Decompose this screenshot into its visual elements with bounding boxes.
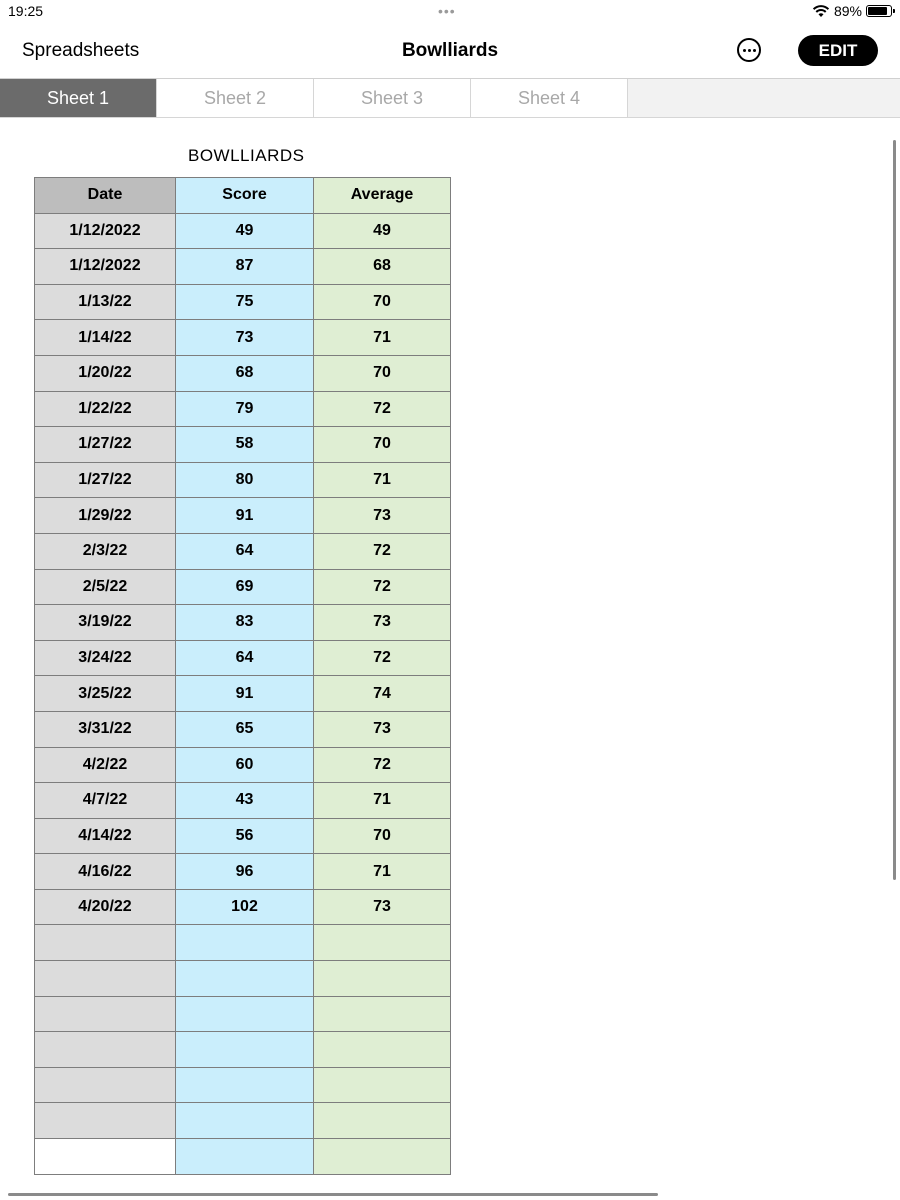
score-cell[interactable]: 75 (176, 284, 314, 320)
score-cell[interactable]: 49 (176, 213, 314, 249)
document-title: Bowlliards (401, 40, 499, 61)
empty-score-cell[interactable] (176, 1139, 314, 1175)
empty-date-cell[interactable] (35, 925, 176, 961)
average-cell[interactable]: 73 (314, 711, 451, 747)
empty-date-cell[interactable] (35, 1067, 176, 1103)
table-row (35, 747, 451, 783)
table-row (35, 320, 451, 356)
empty-table-row (35, 925, 451, 961)
empty-average-cell[interactable] (314, 961, 451, 997)
table-row (35, 783, 451, 819)
table-row (35, 711, 451, 747)
data-table (34, 177, 451, 1175)
vertical-scrollbar[interactable] (893, 140, 896, 880)
status-indicators (812, 3, 892, 19)
average-cell[interactable]: 70 (314, 427, 451, 463)
average-cell[interactable]: 73 (314, 498, 451, 534)
table-row (35, 249, 451, 285)
date-cell[interactable]: 4/2/22 (35, 747, 176, 783)
empty-score-cell[interactable] (176, 1032, 314, 1068)
average-cell[interactable]: 72 (314, 747, 451, 783)
empty-date-cell[interactable] (35, 1103, 176, 1139)
score-cell[interactable]: 83 (176, 605, 314, 641)
score-cell[interactable]: 73 (176, 320, 314, 356)
table-row (35, 462, 451, 498)
wifi-icon (812, 4, 830, 18)
date-cell[interactable]: 4/20/22 (35, 889, 176, 925)
average-cell[interactable]: 49 (314, 213, 451, 249)
empty-average-cell[interactable] (314, 1103, 451, 1139)
sheet-tab-bar (0, 79, 900, 118)
empty-date-cell[interactable] (35, 1139, 176, 1175)
empty-table-row (35, 996, 451, 1032)
empty-average-cell[interactable] (314, 1032, 451, 1068)
table-row (35, 569, 451, 605)
average-cell[interactable]: 71 (314, 320, 451, 356)
score-cell[interactable]: 60 (176, 747, 314, 783)
tab-sheet-2[interactable]: Sheet 2 (157, 79, 314, 117)
table-row (35, 889, 451, 925)
table-row (35, 676, 451, 712)
battery-percentage: 89% (833, 3, 862, 19)
empty-score-cell[interactable] (176, 1103, 314, 1139)
date-cell[interactable]: 3/19/22 (35, 605, 176, 641)
empty-table-row (35, 961, 451, 997)
average-cell[interactable]: 72 (314, 569, 451, 605)
empty-date-cell[interactable] (35, 961, 176, 997)
empty-average-cell[interactable] (314, 1139, 451, 1175)
score-cell[interactable]: 102 (176, 889, 314, 925)
tab-sheet-1[interactable]: Sheet 1 (0, 79, 157, 117)
table-row (35, 640, 451, 676)
date-cell[interactable]: 1/27/22 (35, 462, 176, 498)
score-cell[interactable]: 79 (176, 391, 314, 427)
score-cell[interactable]: 64 (176, 533, 314, 569)
back-to-spreadsheets-button[interactable]: Spreadsheets (22, 40, 140, 61)
average-cell[interactable]: 68 (314, 249, 451, 285)
tab-sheet-3[interactable]: Sheet 3 (314, 79, 471, 117)
average-cell[interactable]: 70 (314, 284, 451, 320)
header-date[interactable]: Date (35, 178, 176, 214)
empty-score-cell[interactable] (176, 1067, 314, 1103)
average-cell[interactable]: 74 (314, 676, 451, 712)
header-average[interactable]: Average (314, 178, 451, 214)
average-cell[interactable]: 71 (314, 783, 451, 819)
average-cell[interactable]: 70 (314, 818, 451, 854)
empty-average-cell[interactable] (314, 925, 451, 961)
score-cell[interactable]: 43 (176, 783, 314, 819)
table-row (35, 854, 451, 890)
date-cell[interactable]: 2/3/22 (35, 533, 176, 569)
table-row (35, 605, 451, 641)
empty-average-cell[interactable] (314, 996, 451, 1032)
empty-date-cell[interactable] (35, 996, 176, 1032)
battery-icon (866, 5, 892, 17)
table-row (35, 427, 451, 463)
table-row (35, 391, 451, 427)
date-cell[interactable]: 2/5/22 (35, 569, 176, 605)
empty-date-cell[interactable] (35, 1032, 176, 1068)
average-cell[interactable]: 71 (314, 854, 451, 890)
average-cell[interactable]: 72 (314, 391, 451, 427)
average-cell[interactable]: 72 (314, 533, 451, 569)
sheet-title: BOWLLIARDS (188, 146, 305, 165)
status-time: 19:25 (8, 3, 44, 19)
empty-score-cell[interactable] (176, 925, 314, 961)
score-cell[interactable]: 91 (176, 676, 314, 712)
empty-score-cell[interactable] (176, 961, 314, 997)
table-row (35, 498, 451, 534)
score-cell[interactable]: 96 (176, 854, 314, 890)
date-cell[interactable]: 1/29/22 (35, 498, 176, 534)
table-row (35, 355, 451, 391)
sheet-canvas[interactable] (0, 118, 900, 1200)
edit-button[interactable]: EDIT (798, 35, 878, 66)
header-row (35, 178, 451, 214)
score-cell[interactable]: 68 (176, 355, 314, 391)
empty-average-cell[interactable] (314, 1067, 451, 1103)
empty-table-row (35, 1139, 451, 1175)
date-cell[interactable]: 1/13/22 (35, 284, 176, 320)
battery-fill (868, 7, 887, 15)
more-options-icon[interactable] (737, 38, 761, 62)
header-score[interactable]: Score (176, 178, 314, 214)
score-cell[interactable]: 69 (176, 569, 314, 605)
average-cell[interactable]: 71 (314, 462, 451, 498)
score-cell[interactable]: 80 (176, 462, 314, 498)
table-row (35, 213, 451, 249)
empty-score-cell[interactable] (176, 996, 314, 1032)
tab-sheet-4[interactable]: Sheet 4 (471, 79, 628, 117)
date-cell[interactable]: 1/12/2022 (35, 249, 176, 285)
score-cell[interactable]: 58 (176, 427, 314, 463)
date-cell[interactable]: 3/24/22 (35, 640, 176, 676)
date-cell[interactable]: 4/16/22 (35, 854, 176, 890)
score-cell[interactable]: 56 (176, 818, 314, 854)
average-cell[interactable]: 73 (314, 605, 451, 641)
date-cell[interactable]: 3/31/22 (35, 711, 176, 747)
date-cell[interactable]: 4/14/22 (35, 818, 176, 854)
score-cell[interactable]: 65 (176, 711, 314, 747)
average-cell[interactable]: 73 (314, 889, 451, 925)
empty-table-row (35, 1103, 451, 1139)
date-cell[interactable]: 4/7/22 (35, 783, 176, 819)
date-cell[interactable]: 1/14/22 (35, 320, 176, 356)
empty-table-row (35, 1032, 451, 1068)
average-cell[interactable]: 72 (314, 640, 451, 676)
score-cell[interactable]: 87 (176, 249, 314, 285)
table-row (35, 818, 451, 854)
horizontal-scrollbar[interactable] (8, 1193, 658, 1196)
date-cell[interactable]: 1/12/2022 (35, 213, 176, 249)
multitasking-dots-icon[interactable]: ••• (438, 3, 456, 19)
average-cell[interactable]: 70 (314, 355, 451, 391)
table-row (35, 533, 451, 569)
score-cell[interactable]: 64 (176, 640, 314, 676)
table-row (35, 284, 451, 320)
score-cell[interactable]: 91 (176, 498, 314, 534)
status-bar (0, 0, 900, 24)
date-cell[interactable]: 1/20/22 (35, 355, 176, 391)
date-cell[interactable]: 1/27/22 (35, 427, 176, 463)
date-cell[interactable]: 1/22/22 (35, 391, 176, 427)
navigation-bar (0, 24, 900, 79)
empty-table-row (35, 1067, 451, 1103)
date-cell[interactable]: 3/25/22 (35, 676, 176, 712)
